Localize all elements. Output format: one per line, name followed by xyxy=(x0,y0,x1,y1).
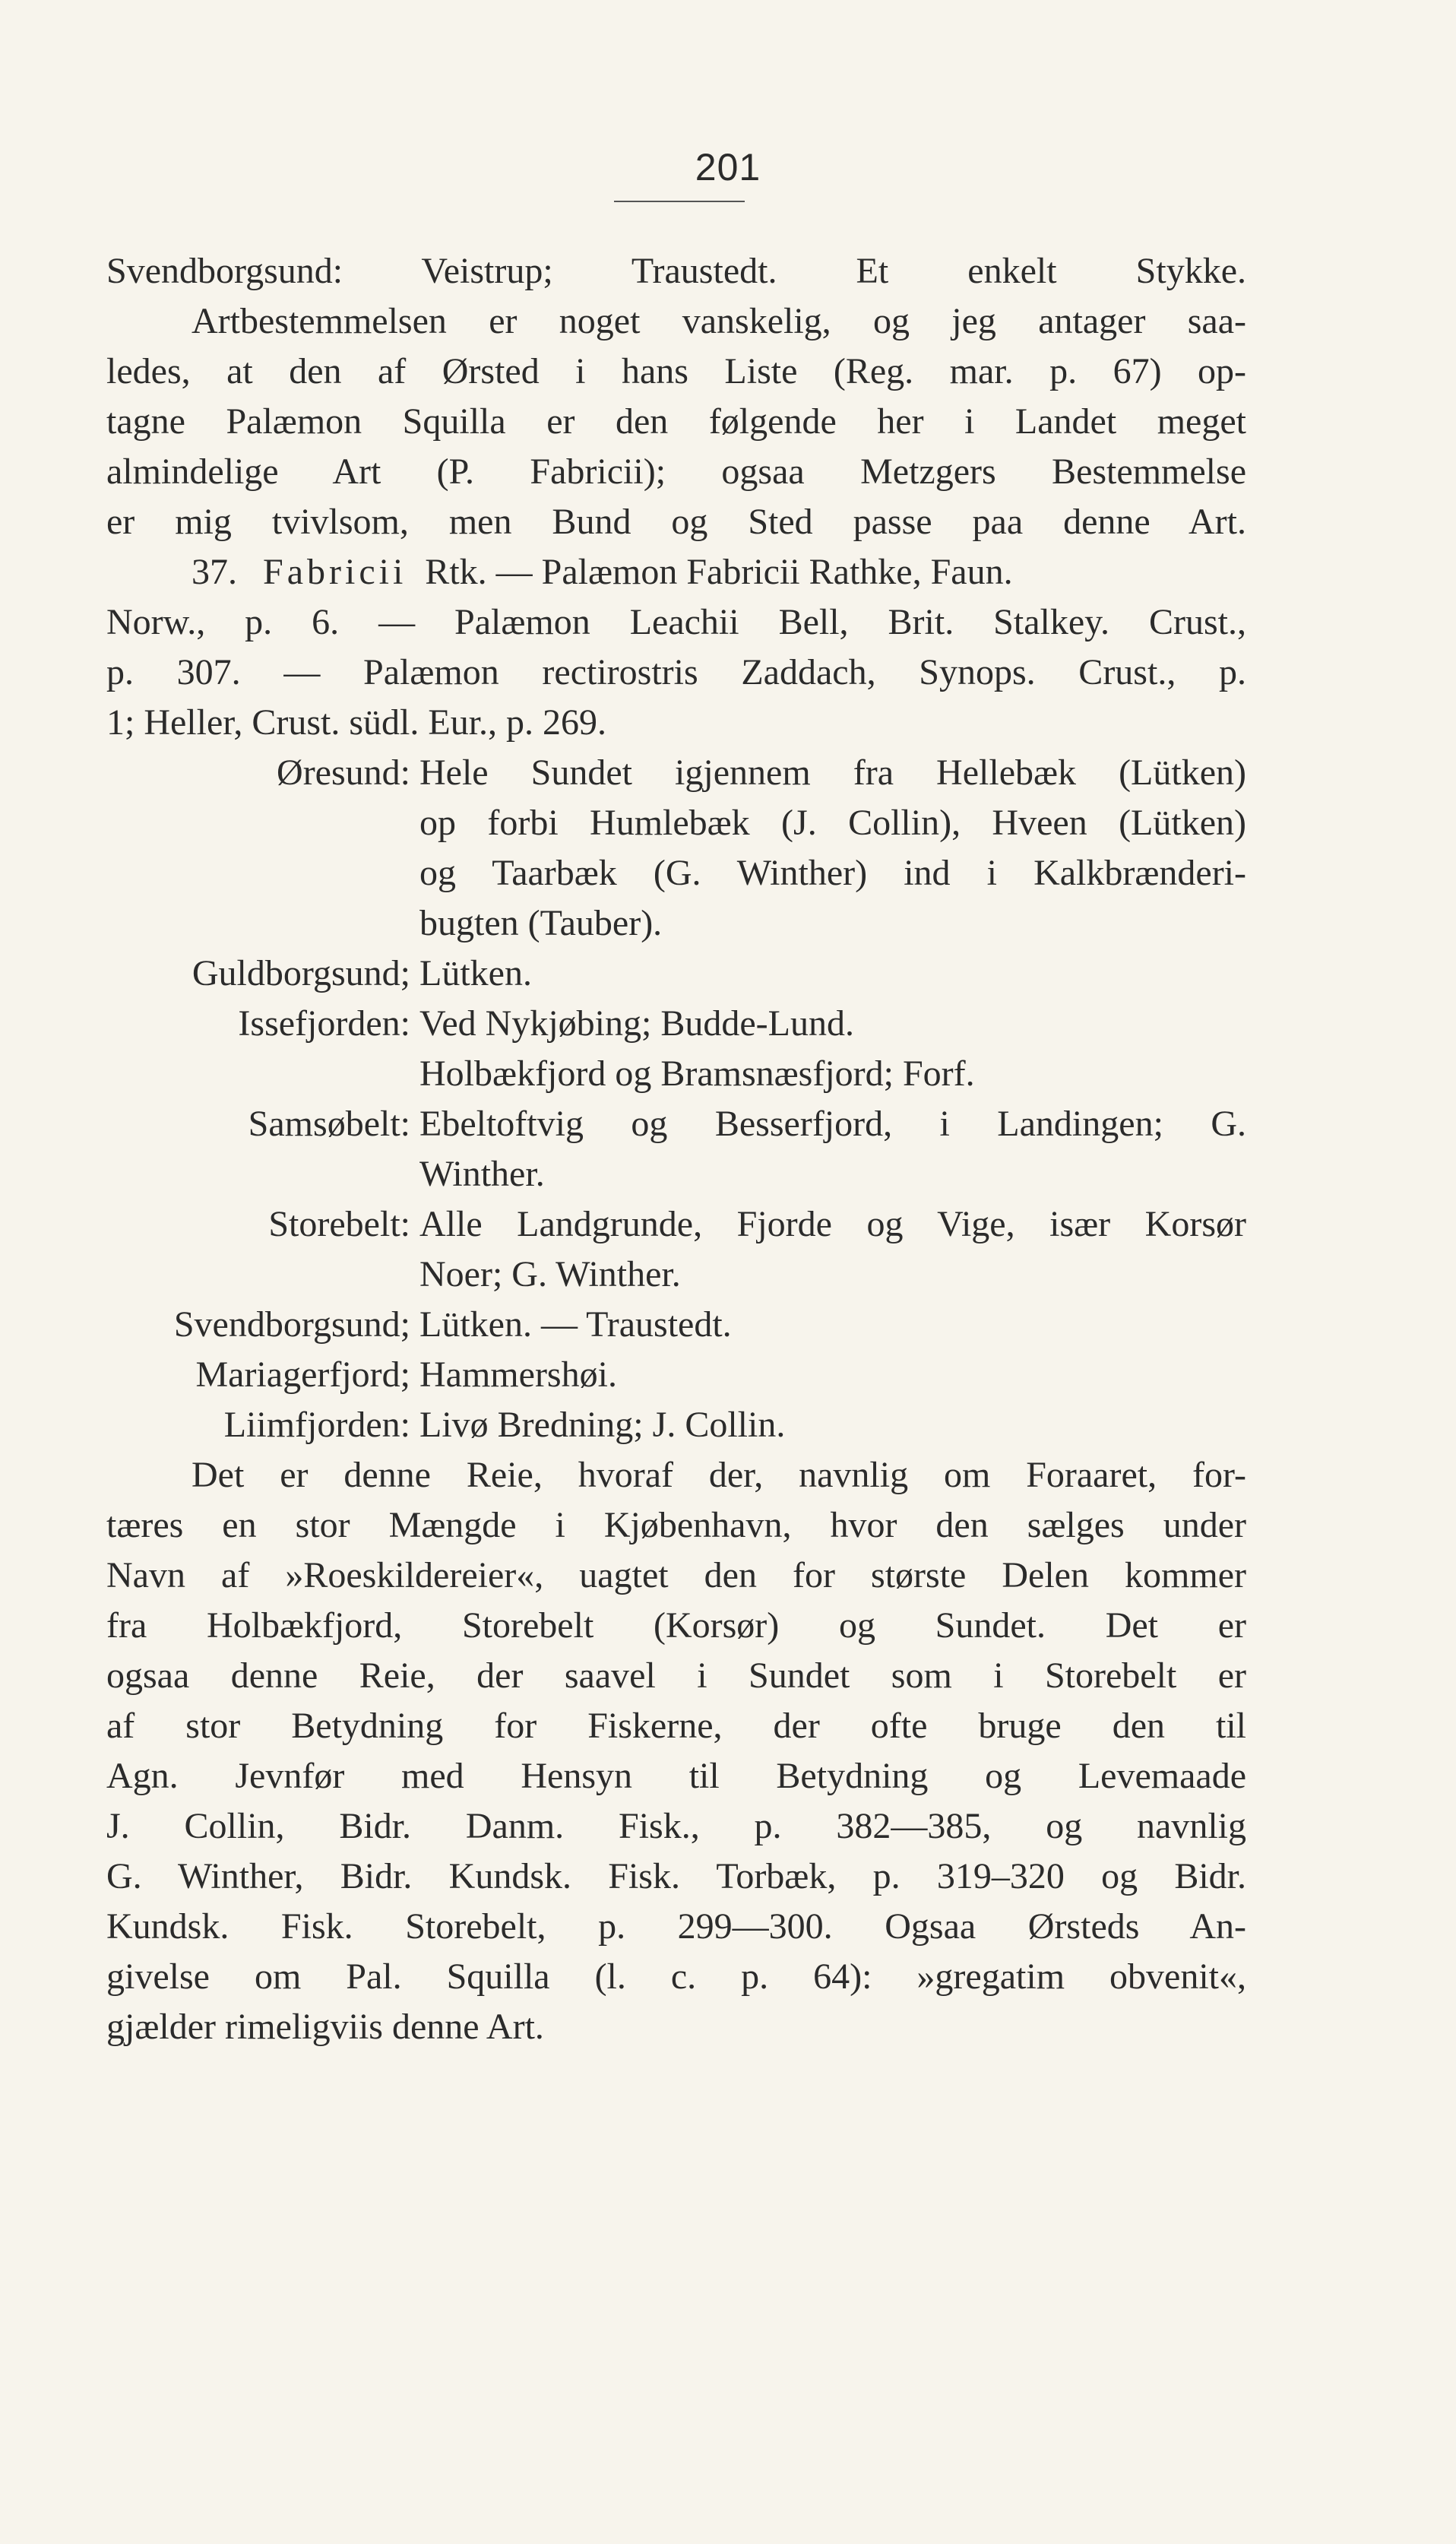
locality-text: Ved Nykjøbing; Budde-Lund. xyxy=(419,1003,854,1044)
locality-label: Samsøbelt: xyxy=(248,1104,410,1144)
text-line: Det er denne Reie, hvoraf der, navnlig om Foraaret, for- xyxy=(191,1455,1246,1495)
locality-entry xyxy=(106,1099,1246,1149)
text-line: J. Collin, Bidr. Danm. Fisk., p. 382—385, og navnlig xyxy=(106,1806,1246,1846)
text-line: Svendborgsund: Veistrup; Traustedt. Et enkelt Stykke. xyxy=(106,251,1246,291)
locality-label: Liimfjorden: xyxy=(223,1405,410,1445)
locality-text: Lütken. — Traustedt. xyxy=(419,1304,732,1345)
species-synonymy: Rtk. — Palæmon Fabricii Rathke, Faun. xyxy=(425,552,1013,592)
locality-label: Øresund: xyxy=(277,752,410,793)
locality-text: Winther. xyxy=(419,1154,545,1194)
text-line: Agn. Jevnfør med Hensyn til Betydning og Levemaade xyxy=(106,1756,1246,1796)
locality-text: Ebeltoftvig og Besserfjord, i Landingen; G. xyxy=(419,1104,1246,1144)
locality-text: Livø Bredning; J. Collin. xyxy=(419,1405,786,1445)
page-number-rule xyxy=(614,201,745,202)
locality-label: Storebelt: xyxy=(268,1204,410,1244)
text-line: ledes, at den af Ørsted i hans Liste (Reg. mar. p. 67) op- xyxy=(106,351,1246,391)
locality-text: Hammershøi. xyxy=(419,1354,617,1395)
locality-entry xyxy=(106,1400,1246,1450)
text-line: er mig tvivlsom, men Bund og Sted passe paa denne Art. xyxy=(106,502,1246,542)
locality-text: Lütken. xyxy=(419,953,532,993)
text-line: Artbestemmelsen er noget vanskelig, og jeg antager saa- xyxy=(191,301,1246,341)
locality-text: og Taarbæk (G. Winther) ind i Kalkbrænderi- xyxy=(419,853,1246,893)
page-number: 201 xyxy=(695,146,761,189)
species-name: Fabricii xyxy=(263,552,407,592)
locality-text: Noer; G. Winther. xyxy=(419,1254,681,1294)
locality-label: Mariagerfjord; xyxy=(195,1354,410,1395)
text-line: af stor Betydning for Fiskerne, der ofte bruge den til xyxy=(106,1706,1246,1746)
text-line: G. Winther, Bidr. Kundsk. Fisk. Torbæk, p. 319–320 og Bidr. xyxy=(106,1856,1246,1896)
text-line: almindelige Art (P. Fabricii); ogsaa Metzgers Bestemmelse xyxy=(106,451,1246,492)
text-line: ogsaa denne Reie, der saavel i Sundet som i Storebelt er xyxy=(106,1655,1246,1696)
locality-label: Guldborgsund; xyxy=(191,953,410,993)
text-line: Norw., p. 6. — Palæmon Leachii Bell, Brit. Stalkey. Crust., xyxy=(106,602,1246,642)
locality-text: Alle Landgrunde, Fjorde og Vige, især Korsør xyxy=(419,1204,1246,1244)
locality-entry xyxy=(106,1350,1246,1400)
text-line: 1; Heller, Crust. südl. Eur., p. 269. xyxy=(106,702,607,743)
text-line: tæres en stor Mængde i Kjøbenhavn, hvor den sælges under xyxy=(106,1505,1246,1545)
locality-entry xyxy=(106,748,1246,798)
species-number: 37. xyxy=(191,552,237,592)
locality-text: bugten (Tauber). xyxy=(419,903,663,943)
text-line: gjælder rimeligviis denne Art. xyxy=(106,2007,544,2047)
locality-text: Holbækfjord og Bramsnæsfjord; Forf. xyxy=(419,1053,975,1094)
locality-text: Hele Sundet igjennem fra Hellebæk (Lütken) xyxy=(419,752,1246,793)
species-heading-line xyxy=(191,547,1246,597)
locality-label: Issefjorden: xyxy=(238,1003,410,1044)
text-line: p. 307. — Palæmon rectirostris Zaddach, Synops. Crust., p. xyxy=(106,652,1246,692)
locality-entry xyxy=(106,949,1246,999)
text-line: Navn af »Roeskildereier«, uagtet den for største Delen kommer xyxy=(106,1555,1246,1595)
locality-entry xyxy=(106,999,1246,1049)
locality-entry xyxy=(106,1300,1246,1350)
text-line: tagne Palæmon Squilla er den følgende her i Landet meget xyxy=(106,401,1246,442)
locality-text: op forbi Humlebæk (J. Collin), Hveen (Lütken) xyxy=(419,803,1246,843)
text-line: fra Holbækfjord, Storebelt (Korsør) og Sundet. Det er xyxy=(106,1605,1246,1646)
text-line: Kundsk. Fisk. Storebelt, p. 299—300. Ogsaa Ørsteds An- xyxy=(106,1906,1246,1947)
locality-entry xyxy=(106,1199,1246,1250)
locality-label: Svendborgsund; xyxy=(173,1304,410,1345)
text-line: givelse om Pal. Squilla (l. c. p. 64): »gregatim obvenit«, xyxy=(106,1956,1246,1997)
